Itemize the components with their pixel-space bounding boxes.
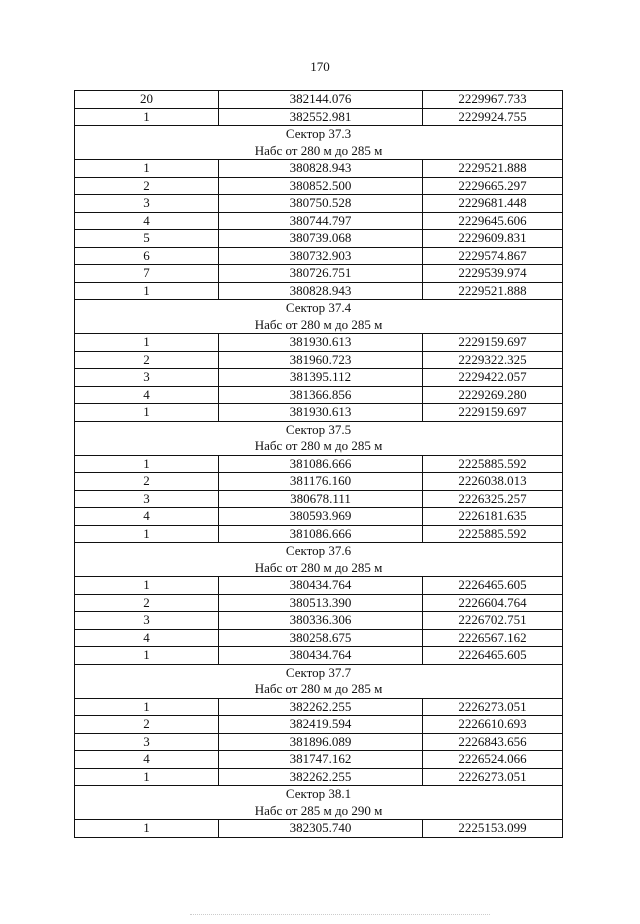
sector-altitude-row [75,438,563,455]
point-number-cell: 1 [75,404,219,422]
y-coordinate-cell: 2229269.280 [423,386,563,404]
x-coordinate-cell: 380513.390 [219,594,423,612]
table-row [75,751,563,769]
x-coordinate-cell: 381930.613 [219,404,423,422]
table-row [75,369,563,387]
table-row [75,820,563,838]
table-row [75,733,563,751]
y-coordinate-cell: 2229322.325 [423,351,563,369]
y-coordinate-cell: 2229521.888 [423,160,563,178]
point-number-cell: 1 [75,525,219,543]
table-row [75,160,563,178]
y-coordinate-cell: 2226038.013 [423,473,563,491]
point-number-cell: 1 [75,768,219,786]
point-number-cell: 2 [75,716,219,734]
point-number-cell: 3 [75,490,219,508]
sector-title: Сектор 37.6 [75,543,563,560]
table-row [75,247,563,265]
point-number-cell: 1 [75,455,219,473]
table-row [75,195,563,213]
sector-header-row [75,786,563,803]
point-number-cell: 5 [75,230,219,248]
y-coordinate-cell: 2229539.974 [423,265,563,283]
y-coordinate-cell: 2226524.066 [423,751,563,769]
y-coordinate-cell: 2226181.635 [423,508,563,526]
table-row [75,334,563,352]
x-coordinate-cell: 380739.068 [219,230,423,248]
point-number-cell: 2 [75,177,219,195]
x-coordinate-cell: 381960.723 [219,351,423,369]
point-number-cell: 3 [75,612,219,630]
y-coordinate-cell: 2229681.448 [423,195,563,213]
point-number-cell: 2 [75,351,219,369]
table-row [75,698,563,716]
y-coordinate-cell: 2226465.605 [423,647,563,665]
table-row [75,265,563,283]
point-number-cell: 2 [75,473,219,491]
sector-altitude-row [75,317,563,334]
x-coordinate-cell: 381747.162 [219,751,423,769]
x-coordinate-cell: 380593.969 [219,508,423,526]
y-coordinate-cell: 2226567.162 [423,629,563,647]
y-coordinate-cell: 2226604.764 [423,594,563,612]
table-row [75,455,563,473]
y-coordinate-cell: 2229609.831 [423,230,563,248]
x-coordinate-cell: 380828.943 [219,160,423,178]
x-coordinate-cell: 380336.306 [219,612,423,630]
sector-altitude-row [75,681,563,698]
point-number-cell: 1 [75,334,219,352]
x-coordinate-cell: 381930.613 [219,334,423,352]
coordinates-table-body [75,91,563,838]
point-number-cell: 2 [75,594,219,612]
x-coordinate-cell: 382262.255 [219,768,423,786]
sector-header-row [75,421,563,438]
y-coordinate-cell: 2225153.099 [423,820,563,838]
point-number-cell: 4 [75,386,219,404]
table-row [75,490,563,508]
y-coordinate-cell: 2226610.693 [423,716,563,734]
sector-title: Сектор 38.1 [75,786,563,803]
table-row [75,404,563,422]
point-number-cell: 3 [75,733,219,751]
point-number-cell: 1 [75,647,219,665]
table-row [75,386,563,404]
y-coordinate-cell: 2229521.888 [423,282,563,300]
table-row [75,716,563,734]
table-row [75,473,563,491]
x-coordinate-cell: 380678.111 [219,490,423,508]
x-coordinate-cell: 380828.943 [219,282,423,300]
x-coordinate-cell: 381896.089 [219,733,423,751]
point-number-cell: 6 [75,247,219,265]
table-row [75,177,563,195]
point-number-cell: 1 [75,282,219,300]
point-number-cell: 20 [75,91,219,109]
x-coordinate-cell: 380744.797 [219,212,423,230]
x-coordinate-cell: 381395.112 [219,369,423,387]
page-number: 170 [310,59,330,74]
scan-edge-rule [190,914,490,915]
table-row [75,647,563,665]
sector-altitude-row [75,143,563,160]
point-number-cell: 1 [75,108,219,126]
point-number-cell: 1 [75,820,219,838]
y-coordinate-cell: 2225885.592 [423,455,563,473]
sector-altitude-row [75,803,563,820]
y-coordinate-cell: 2229574.867 [423,247,563,265]
x-coordinate-cell: 382419.594 [219,716,423,734]
x-coordinate-cell: 382262.255 [219,698,423,716]
x-coordinate-cell: 381366.856 [219,386,423,404]
y-coordinate-cell: 2229665.297 [423,177,563,195]
table-row [75,768,563,786]
table-row [75,282,563,300]
y-coordinate-cell: 2225885.592 [423,525,563,543]
x-coordinate-cell: 382552.981 [219,108,423,126]
point-number-cell: 4 [75,629,219,647]
table-row [75,212,563,230]
x-coordinate-cell: 380750.528 [219,195,423,213]
x-coordinate-cell: 382144.076 [219,91,423,109]
y-coordinate-cell: 2226843.656 [423,733,563,751]
sector-title: Сектор 37.3 [75,126,563,143]
y-coordinate-cell: 2226325.257 [423,490,563,508]
sector-altitude-range: Набс от 285 м до 290 м [75,803,563,820]
x-coordinate-cell: 381086.666 [219,455,423,473]
table-row [75,629,563,647]
table-row [75,594,563,612]
sector-title: Сектор 37.7 [75,664,563,681]
table-row [75,577,563,595]
sector-altitude-range: Набс от 280 м до 285 м [75,143,563,160]
point-number-cell: 3 [75,195,219,213]
sector-altitude-range: Набс от 280 м до 285 м [75,560,563,577]
point-number-cell: 3 [75,369,219,387]
y-coordinate-cell: 2226465.605 [423,577,563,595]
y-coordinate-cell: 2229422.057 [423,369,563,387]
x-coordinate-cell: 380852.500 [219,177,423,195]
y-coordinate-cell: 2229159.697 [423,404,563,422]
sector-header-row [75,300,563,317]
table-row [75,525,563,543]
point-number-cell: 1 [75,160,219,178]
y-coordinate-cell: 2229924.755 [423,108,563,126]
sector-altitude-range: Набс от 280 м до 285 м [75,438,563,455]
x-coordinate-cell: 382305.740 [219,820,423,838]
y-coordinate-cell: 2229159.697 [423,334,563,352]
y-coordinate-cell: 2229967.733 [423,91,563,109]
sector-altitude-range: Набс от 280 м до 285 м [75,681,563,698]
sector-title: Сектор 37.4 [75,300,563,317]
x-coordinate-cell: 380434.764 [219,647,423,665]
table-row [75,230,563,248]
point-number-cell: 4 [75,751,219,769]
y-coordinate-cell: 2226702.751 [423,612,563,630]
x-coordinate-cell: 381176.160 [219,473,423,491]
point-number-cell: 4 [75,508,219,526]
table-row [75,508,563,526]
x-coordinate-cell: 381086.666 [219,525,423,543]
sector-header-row [75,664,563,681]
sector-header-row [75,126,563,143]
y-coordinate-cell: 2229645.606 [423,212,563,230]
point-number-cell: 1 [75,577,219,595]
sector-altitude-row [75,560,563,577]
sector-altitude-range: Набс от 280 м до 285 м [75,317,563,334]
table-row [75,612,563,630]
point-number-cell: 4 [75,212,219,230]
y-coordinate-cell: 2226273.051 [423,768,563,786]
sector-header-row [75,543,563,560]
table-row [75,351,563,369]
point-number-cell: 1 [75,698,219,716]
coordinates-table [74,90,563,838]
sector-title: Сектор 37.5 [75,421,563,438]
x-coordinate-cell: 380258.675 [219,629,423,647]
x-coordinate-cell: 380726.751 [219,265,423,283]
x-coordinate-cell: 380434.764 [219,577,423,595]
x-coordinate-cell: 380732.903 [219,247,423,265]
table-row [75,108,563,126]
y-coordinate-cell: 2226273.051 [423,698,563,716]
table-row [75,91,563,109]
point-number-cell: 7 [75,265,219,283]
